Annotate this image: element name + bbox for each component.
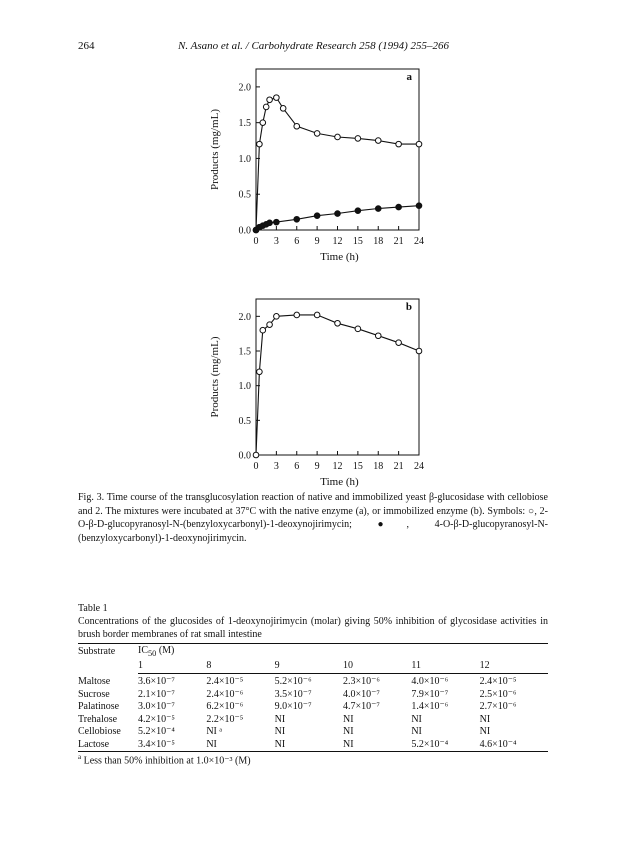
series-line [256,98,419,230]
y-tick-label: 0.0 [238,225,251,237]
value-cell: NI [343,738,411,751]
x-tick-label: 18 [373,236,384,247]
value-cell: 4.6×10⁻⁴ [480,738,548,751]
value-cell: 7.9×10⁻⁷ [411,688,449,700]
value-cell: NI [411,713,422,725]
x-tick-label: 24 [414,236,424,247]
value-cell: 4.7×10⁻⁷ [342,701,380,713]
figure-caption-text: Time course of the transglucosylation reaction of native and immobilized yeast β-glucosidase with cellobiose and 2. The mixtures were incubated at 37°C with the native enzyme (a), or immobilized enzyme (b). Symbols: ○, 2-O-β-D-glucopyranosyl-N-(benzyloxycarbonyl)-1-deoxynojirimycin; ●, 4-O-β-D-glucopyranosyl-N-(benzyloxycarbonyl)-1-deoxynojirimycin. [78,492,548,544]
value-cell: 2.5×10⁻⁶ [479,688,517,700]
page-header [78,40,548,56]
data-point-open [294,123,300,129]
data-point-open [375,333,381,339]
value-cell: 2.4×10⁻⁵ [206,676,244,688]
figure-caption [78,491,548,545]
value-cell: NI [274,726,286,738]
y-tick-label: 1.0 [238,381,251,393]
value-cell: NI [275,738,343,751]
table-label: Table 1 [78,603,108,614]
substrate-cell: Palatinose [78,701,120,713]
data-point-open [335,134,341,140]
value-cell: NI [342,726,354,738]
value-cell: NI [206,738,274,751]
data-point-open [260,327,266,333]
data-point-filled [314,213,320,219]
data-point-filled [267,220,273,226]
figure-caption-label: Fig. 3. [78,492,105,503]
data-point-open [314,312,320,318]
compound-header: 9 [275,658,343,673]
data-point-open [267,97,273,103]
data-point-open [294,312,300,318]
x-tick-label: 6 [294,461,300,472]
value-cell: 2.7×10⁻⁶ [479,701,517,713]
substrate-header: Substrate [78,644,138,659]
value-cell: 5.2×10⁻⁶ [274,676,312,688]
x-tick-label: 21 [393,461,404,472]
x-tick-label: 24 [414,461,424,472]
y-tick-label: 0.5 [238,189,251,201]
x-tick-label: 6 [294,236,300,247]
table-row [78,713,548,726]
substrate-cell: Lactose [78,738,138,751]
x-tick-label: 9 [314,461,320,472]
value-cell: 4.0×10⁻⁶ [411,676,449,688]
data-point-open [274,314,280,320]
table-row [78,688,548,701]
x-tick-label: 0 [253,236,259,247]
data-point-open [355,136,361,142]
value-cell: 2.4×10⁻⁶ [206,688,244,700]
value-cell: 5.2×10⁻⁴ [138,726,175,738]
x-tick-label: 15 [352,236,363,247]
substrate-cell: Maltose [78,676,111,687]
x-tick-label: 18 [373,461,384,472]
table-row [78,701,548,714]
compound-header: 8 [206,658,274,673]
compound-header: 11 [411,658,479,673]
chart-panel-b [0,285,624,495]
x-tick-label: 15 [352,461,363,472]
value-cell: NI [479,713,491,725]
data-point-open [263,104,269,110]
plot-frame [256,69,419,230]
y-tick-label: 2.0 [238,311,251,323]
substrate-cell: Sucrose [78,688,110,700]
data-point-open [257,141,263,147]
y-tick-label: 1.5 [238,346,251,358]
value-cell: 1.4×10⁻⁶ [411,701,449,713]
data-point-open [335,320,341,326]
substrate-cell: Cellobiose [78,726,121,738]
data-point-open [355,326,361,332]
data-point-open [267,322,273,328]
y-tick-label: 0.5 [238,415,251,427]
value-cell: 3.0×10⁻⁷ [138,701,175,713]
table-row [78,673,548,688]
data-point-open [396,340,402,346]
ic50-table [78,643,548,752]
x-tick-label: 0 [253,461,259,472]
y-axis-label: Products (mg/mL) [209,336,221,418]
series-line [256,315,419,455]
y-tick-label: 1.5 [238,118,251,130]
value-cell: 6.2×10⁻⁶ [206,701,244,713]
data-point-open [253,452,259,458]
y-tick-label: 2.0 [238,82,251,94]
running-head: N. Asano et al. / Carbohydrate Research 258 (1994) 255–266 [178,40,450,52]
value-cell: 2.2×10⁻⁵ [206,713,244,725]
compound-header: 1 [138,658,206,673]
table-header-row [78,644,548,659]
value-cell: 5.2×10⁻⁴ [411,738,479,751]
value-cell: 2.1×10⁻⁷ [138,688,175,700]
value-cell: 4.0×10⁻⁷ [342,688,380,700]
page-number: 264 [78,40,95,52]
substrate-cell: Trehalose [78,713,118,725]
ic50-header: $IC_{50}$ (M) [138,644,548,659]
value-cell: 2.3×10⁻⁶ [342,676,380,688]
data-point-open [260,120,266,126]
data-point-filled [335,211,341,217]
data-point-open [314,131,320,137]
x-tick-label: 21 [393,236,404,247]
data-point-open [375,138,381,144]
data-point-open [416,348,422,354]
panel-label: b [405,301,412,313]
data-point-open [274,95,280,101]
data-point-filled [274,219,280,225]
x-tick-label: 3 [273,236,279,247]
data-point-open [280,106,286,112]
value-cell: NI [411,726,422,738]
data-point-filled [375,206,381,212]
x-axis-label: Time (h) [320,251,359,263]
value-cell: NI [342,713,354,725]
data-point-filled [416,203,422,209]
value-cell: 3.4×10⁻⁵ [138,738,206,751]
table-footnote: $^a$ Less than 50% inhibition at 1.0×10⁻³ (M) [78,752,251,766]
value-cell: NI ᵃ [206,726,223,738]
table-block [78,602,548,766]
data-point-filled [396,204,402,210]
x-tick-label: 3 [273,461,279,472]
data-point-filled [294,216,300,222]
x-axis-label: Time (h) [320,476,359,488]
table-title: Concentrations of the glucosides of 1-deoxynojirimycin (molar) giving 50% inhibition of glycosidase activities in brush border membranes of rat small intestine [78,616,548,640]
y-tick-label: 0.0 [238,450,251,462]
value-cell: 3.6×10⁻⁷ [138,676,175,688]
table-row [78,738,548,751]
data-point-open [396,141,402,147]
compound-header: 12 [480,658,548,673]
x-tick-label: 12 [332,236,343,247]
chart-panel-a [0,55,624,300]
x-tick-label: 9 [314,236,320,247]
value-cell: NI [479,726,491,738]
y-tick-label: 1.0 [238,153,251,165]
value-cell: 3.5×10⁻⁷ [274,688,312,700]
value-cell: 4.2×10⁻⁵ [138,713,175,725]
table-row [78,726,548,739]
value-cell: 9.0×10⁻⁷ [274,701,312,713]
data-point-open [257,369,263,375]
panel-label: a [406,71,412,83]
x-tick-label: 12 [332,461,343,472]
value-cell: 2.4×10⁻⁵ [479,676,517,688]
y-axis-label: Products (mg/mL) [209,109,221,190]
compound-header-row [78,658,548,673]
data-point-filled [355,208,361,214]
compound-header: 10 [343,658,411,673]
value-cell: NI [274,713,286,725]
data-point-open [416,141,422,147]
